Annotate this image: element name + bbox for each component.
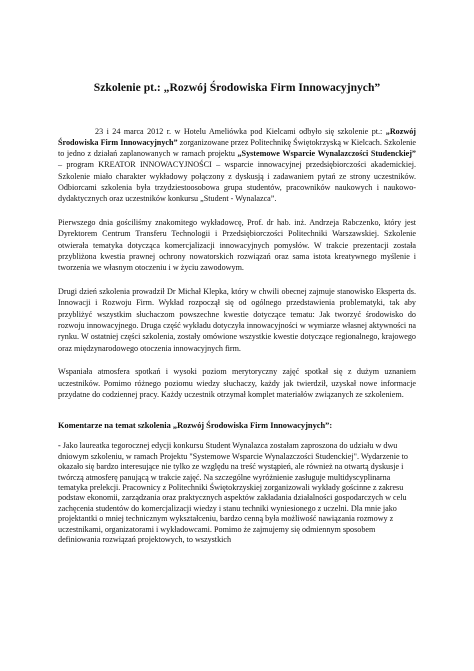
document-title: Szkolenie pt.: „Rozwój Środowiska Firm Innowacyjnych” (93, 81, 381, 94)
comment-dash: - (58, 441, 63, 451)
paragraph-summary: Wspaniała atmosfera spotkań i wysoki poziom merytoryczny zajęć spotkał się z dużym uznaniem uczestników. Pomimo różnego poziomu wiedzy słuchaczy, każdy jak twierdził, uzyskał nowe informacje przydatne do codziennej pracy. Każdy uczestnik otrzymał komplet materiałów związanych ze szkoleniem. (58, 367, 416, 400)
paragraph-day-one: Pierwszego dnia gościliśmy znakomitego wykładowcę, Prof. dr hab. inż. Andrzeja Rabczenko, który jest Dyrektorem Centrum Transferu Technologii i Przedsiębiorczości Politechniki Warszawskiej. Szkolenie otwierała tematyka dotycząca komercjalizacji innowacyjnych pomysłów. W trakcie prezentacji została przybliżona kwestia prawnej ochrony nowatorskich rozwiązań oraz sama istota kreatywnego myślenie i tworzenia we własnym otoczeniu i w życiu zawodowym. (58, 218, 416, 273)
comment-text: Jako laureatka tegorocznej edycji konkursu Student Wynalazca zostałam zaproszona do udziału w dwu dniowym szkoleniu, w ramach Projektu "Systemowe Wsparcie Wynalazczości Studenckiej". Wydarzenie to okazało się bardzo interesujące nie tylko ze względu na treść wystąpień, ale również na otwartą dyskusje i twórczą atmosferę panującą w trakcie zajęć. Na szczególne wyróżnienie zasługuje multidyscyplinarna tematyka prelekcji. Pracownicy z Politechniki Świętokrzyskiej zorganizowali wykłady gościnne z zakresu podstaw ekonomii, zarządzania oraz praktycznych aspektów zakładania działalności gospodarczych w celu zachęcenia studentów do komercjalizacji wiedzy i stanu techniki wyniesionego z uczelni. Dla mnie jako projektantki o mniej technicznym wykształceniu, bardzo cenną była możliwość nawiązania rozmowy z uczestnikami, organizatorami i wykładowcami. Pomimo że zajmujemy się odmiennym sposobem definiowania rozwiązań projektowych, to wszystkich (58, 441, 408, 544)
training-title-bold: „Rozwój Środowiska Firm Innowacyjnych” (58, 126, 416, 147)
intro-text-3: – program KREATOR INNOWACYJNOŚCI – wsparcie innowacyjnej przedsiębiorczości akademickiej. Szkolenie miało charakter wykładowy połączony z dyskusją i zadawaniem pytań ze strony uczestników. Odbiorcami szkolenia była trzydziestoosobowa grupa studentów, pracowników naukowych i naukowo-dydaktycznych oraz uczestników konkursu „Student - Wynalazca”. (58, 160, 416, 204)
comment-item (58, 441, 416, 545)
comments-heading: Komentarze na temat szkolenia „Rozwój Środowiska Firm Innowacyjnych”: (58, 421, 333, 431)
paragraph-intro (58, 126, 416, 205)
intro-text-2: zorganizowane przez Politechnikę Świętokrzyską w Kielcach. Szkolenie to jedno z działań zaplanowanych w ramach projektu (58, 137, 416, 159)
intro-text-1: 23 i 24 marca 2012 r. w Hotelu Ameliówka pod Kielcami odbyło się szkolenie pt.: (95, 126, 386, 136)
paragraph-day-two: Drugi dzień szkolenia prowadził Dr Michał Klepka, który w chwili obecnej zajmuje stanowisko Eksperta ds. Innowacji i Rozwoju Firm. Wykład rozpoczął się od ogólnego przedstawienia problematyki, tak aby przybliżyć wszystkim słuchaczom powszechne kwestie dotyczące tematu: Jak tworzyć środowisko do rozwoju innowacyjnego. Druga część wykładu dotyczyła innowacyjności w wymiarze własnej aktywności na rynku. W ostatniej części szkolenia, zostały omówione wszystkie kwestie dotyczące regionalnego, krajowego oraz międzynarodowego otoczenia innowacyjnych firm. (58, 287, 416, 353)
project-name-bold: „Systemowe Wsparcie Wynalazczości Studenckiej” (237, 149, 416, 159)
